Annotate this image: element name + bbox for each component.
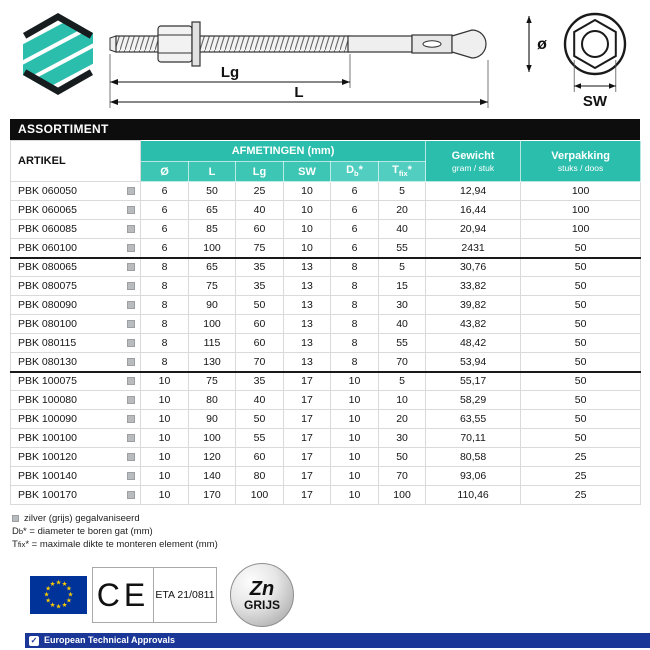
thread-length-cell: 80 (236, 467, 284, 486)
weight-cell: 80,58 (426, 448, 521, 467)
diameter-cell: 8 (141, 334, 189, 353)
afmetingen-header: AFMETINGEN (mm) (141, 141, 426, 162)
fixture-thickness-cell: 20 (379, 201, 426, 220)
length-cell: 90 (189, 410, 236, 429)
diameter-cell: 10 (141, 372, 189, 391)
packaging-cell: 50 (521, 334, 641, 353)
weight-cell: 16,44 (426, 201, 521, 220)
weight-cell: 2431 (426, 239, 521, 258)
wrench-size-cell: 13 (284, 315, 331, 334)
diameter-cell: 10 (141, 391, 189, 410)
weight-cell: 39,82 (426, 296, 521, 315)
svg-text:★: ★ (49, 601, 56, 609)
drill-diameter-cell: 10 (331, 429, 379, 448)
article-number: PBK 060100 (18, 241, 77, 254)
fixture-thickness-cell: 30 (379, 296, 426, 315)
assortiment-section-bar: ASSORTIMENT (10, 119, 640, 140)
artikel-cell (11, 334, 141, 353)
wrench-size-cell: 13 (284, 353, 331, 372)
drill-diameter-cell: 6 (331, 201, 379, 220)
galvanized-swatch (127, 225, 135, 233)
verpakking-column-header (521, 141, 641, 182)
article-number: PBK 100140 (18, 470, 77, 482)
table-row (11, 258, 641, 277)
gewicht-column-header (426, 141, 521, 182)
article-number: PBK 080065 (18, 261, 77, 274)
drill-diameter-cell: 10 (331, 448, 379, 467)
length-cell: 80 (189, 391, 236, 410)
footer-label: European Technical Approvals (44, 635, 176, 645)
table-row (11, 296, 641, 315)
svg-text:★: ★ (45, 585, 52, 593)
drill-diameter-cell: 8 (331, 258, 379, 277)
diameter-cell: 6 (141, 239, 189, 258)
table-body (11, 182, 641, 505)
thread-length-cell: 60 (236, 448, 284, 467)
length-cell: 100 (189, 315, 236, 334)
hex-nut (158, 26, 192, 62)
galvanized-swatch (127, 434, 135, 442)
fixture-thickness-cell: 70 (379, 353, 426, 372)
wrench-size-cell: 10 (284, 182, 331, 201)
length-cell: 65 (189, 201, 236, 220)
fixture-thickness-cell: 20 (379, 410, 426, 429)
length-cell: 100 (189, 429, 236, 448)
galvanized-swatch (127, 282, 135, 290)
svg-text:★: ★ (65, 597, 72, 605)
wrench-size-cell: 10 (284, 239, 331, 258)
svg-text:★: ★ (61, 581, 68, 589)
packaging-cell: 50 (521, 372, 641, 391)
weight-cell: 20,94 (426, 220, 521, 239)
table-row (11, 448, 641, 467)
svg-text:★: ★ (67, 591, 74, 599)
drill-diameter-cell: 8 (331, 296, 379, 315)
weight-cell: 55,17 (426, 372, 521, 391)
galvanized-swatch (127, 472, 135, 480)
weight-cell: 63,55 (426, 410, 521, 429)
artikel-cell (11, 182, 141, 201)
fixture-thickness-cell: 5 (379, 372, 426, 391)
thread-length-cell: 40 (236, 201, 284, 220)
artikel-cell (11, 296, 141, 315)
length-cell: 85 (189, 220, 236, 239)
lg-dimension-label: Lg (220, 64, 240, 81)
weight-cell: 12,94 (426, 182, 521, 201)
diameter-cell: 6 (141, 182, 189, 201)
packaging-cell: 50 (521, 258, 641, 277)
footnote-db: D b * = diameter te boren gat (mm) (12, 526, 153, 537)
length-cell: 120 (189, 448, 236, 467)
fixture-thickness-cell: 40 (379, 220, 426, 239)
col-header-db: $D_b*$ (331, 162, 379, 182)
wrench-size-cell: 10 (284, 220, 331, 239)
col-header-diameter: Ø (141, 162, 189, 182)
thread-length-cell: 70 (236, 353, 284, 372)
svg-text:★: ★ (45, 597, 52, 605)
length-cell: 50 (189, 182, 236, 201)
artikel-cell (11, 372, 141, 391)
wrench-size-cell: 13 (284, 277, 331, 296)
artikel-cell (11, 410, 141, 429)
galvanized-swatch (127, 263, 135, 271)
drill-diameter-cell: 10 (331, 486, 379, 505)
gewicht-label: Gewicht (451, 149, 495, 162)
length-cell: 90 (189, 296, 236, 315)
zn-grijs-label: GRIJS (243, 597, 280, 612)
artikel-cell (11, 239, 141, 258)
packaging-cell: 50 (521, 429, 641, 448)
diameter-cell: 8 (141, 296, 189, 315)
article-number: PBK 080075 (18, 280, 77, 292)
artikel-cell (11, 429, 141, 448)
length-cell: 130 (189, 353, 236, 372)
artikel-cell (11, 201, 141, 220)
col-header-l: L (189, 162, 236, 182)
wrench-size-cell: 17 (284, 391, 331, 410)
svg-text:★: ★ (55, 579, 62, 587)
checkmark-icon: ✓ (30, 635, 38, 645)
footer-bar (25, 633, 650, 648)
weight-cell: 110,46 (426, 486, 521, 505)
article-number: PBK 080115 (18, 337, 77, 349)
galvanized-swatch (127, 301, 135, 309)
wrench-size-cell: 13 (284, 334, 331, 353)
table-row (11, 239, 641, 258)
diameter-cell: 10 (141, 486, 189, 505)
galvanized-swatch (127, 377, 135, 385)
packaging-cell: 25 (521, 448, 641, 467)
drill-diameter-cell: 8 (331, 353, 379, 372)
drill-diameter-cell: 6 (331, 182, 379, 201)
diameter-cell: 10 (141, 429, 189, 448)
shaft-section (348, 36, 412, 52)
weight-cell: 48,42 (426, 334, 521, 353)
svg-text:★: ★ (65, 585, 72, 593)
wrench-size-cell: 17 (284, 410, 331, 429)
footnote-tfix: T fix * = maximale dikte te monteren element (mm) (12, 539, 218, 550)
wrench-size-cell: 17 (284, 486, 331, 505)
packaging-cell: 100 (521, 182, 641, 201)
table-header (11, 141, 641, 182)
drill-diameter-cell: 8 (331, 334, 379, 353)
l-dimension-label: L (294, 84, 304, 101)
bolt-circle (582, 31, 608, 57)
thread-length-cell: 35 (236, 277, 284, 296)
length-cell: 170 (189, 486, 236, 505)
anchor-end-view (515, 2, 645, 116)
verpakking-label: Verpakking (551, 149, 610, 162)
diameter-cell: 8 (141, 315, 189, 334)
article-number: PBK 080100 (18, 318, 77, 330)
artikel-cell (11, 277, 141, 296)
length-cell: 75 (189, 372, 236, 391)
drill-diameter-cell: 8 (331, 315, 379, 334)
thread-length-cell: 50 (236, 410, 284, 429)
fixture-thickness-cell: 55 (379, 334, 426, 353)
washer (192, 22, 200, 66)
verpakking-unit-label: stuks / doos (557, 162, 604, 173)
diameter-cell: 8 (141, 258, 189, 277)
article-number: PBK 100100 (18, 432, 77, 444)
thread-length-cell: 35 (236, 258, 284, 277)
assortment-table-wrap (10, 140, 640, 505)
galvanized-swatch (127, 320, 135, 328)
length-cell: 75 (189, 277, 236, 296)
wrench-size-cell: 13 (284, 296, 331, 315)
packaging-cell: 50 (521, 277, 641, 296)
wrench-size-cell: 17 (284, 448, 331, 467)
table-row (11, 486, 641, 505)
artikel-cell (11, 486, 141, 505)
packaging-cell: 50 (521, 239, 641, 258)
artikel-cell (11, 391, 141, 410)
eu-flag-icon (30, 576, 87, 614)
galvanized-swatch (127, 453, 135, 461)
left-chamfer (110, 36, 116, 52)
col-header-sw: SW (284, 162, 331, 182)
article-number: PBK 100090 (18, 413, 77, 425)
gewicht-unit-label: gram / stuk (452, 162, 495, 173)
weight-cell: 58,29 (426, 391, 521, 410)
artikel-cell (11, 467, 141, 486)
thread-length-cell: 75 (236, 239, 284, 258)
diameter-symbol-label: ø (537, 36, 547, 53)
fixture-thickness-cell: 30 (379, 429, 426, 448)
weight-cell: 33,82 (426, 277, 521, 296)
thread-length-cell: 35 (236, 372, 284, 391)
galvanized-swatch (127, 244, 135, 252)
thread-length-cell: 25 (236, 182, 284, 201)
length-cell: 140 (189, 467, 236, 486)
thread-section (116, 36, 350, 52)
diameter-cell: 10 (141, 448, 189, 467)
thread-length-cell: 50 (236, 296, 284, 315)
fixture-thickness-cell: 15 (379, 277, 426, 296)
table-row (11, 429, 641, 448)
packaging-cell: 25 (521, 467, 641, 486)
brand-logo (12, 8, 104, 100)
diameter-cell: 8 (141, 353, 189, 372)
clip-slot (423, 41, 441, 47)
artikel-cell (11, 353, 141, 372)
thread-length-cell: 55 (236, 429, 284, 448)
thread-length-cell: 60 (236, 334, 284, 353)
footnotes (12, 512, 218, 551)
wrench-size-cell: 17 (284, 372, 331, 391)
article-number: PBK 100120 (18, 451, 77, 463)
weight-cell: 70,11 (426, 429, 521, 448)
galvanized-swatch (127, 491, 135, 499)
fixture-thickness-cell: 40 (379, 315, 426, 334)
galvanized-swatch (127, 206, 135, 214)
thread-length-cell: 60 (236, 220, 284, 239)
diameter-cell: 10 (141, 410, 189, 429)
packaging-cell: 100 (521, 220, 641, 239)
zinc-coating-badge (230, 563, 294, 627)
table-row (11, 334, 641, 353)
packaging-cell: 50 (521, 296, 641, 315)
cone-tip (452, 30, 486, 58)
article-number: PBK 100170 (18, 489, 77, 501)
drill-diameter-cell: 10 (331, 467, 379, 486)
diameter-cell: 8 (141, 277, 189, 296)
galvanized-swatch-legend (12, 515, 19, 522)
col-header-lg: Lg (236, 162, 284, 182)
packaging-cell: 100 (521, 201, 641, 220)
artikel-cell (11, 448, 141, 467)
zn-label: Zn (249, 577, 275, 600)
weight-cell: 43,82 (426, 315, 521, 334)
diameter-cell: 6 (141, 201, 189, 220)
packaging-cell: 50 (521, 315, 641, 334)
table-row (11, 315, 641, 334)
fixture-thickness-cell: 55 (379, 239, 426, 258)
table-row (11, 277, 641, 296)
article-number: PBK 060085 (18, 223, 77, 235)
weight-cell: 53,94 (426, 353, 521, 372)
svg-text:★: ★ (55, 603, 62, 611)
eta-approval-badge: ETA 21/0811 (153, 567, 217, 623)
drill-diameter-cell: 6 (331, 220, 379, 239)
svg-text:★: ★ (49, 581, 56, 589)
table-row (11, 220, 641, 239)
length-cell: 115 (189, 334, 236, 353)
table-row (11, 391, 641, 410)
wrench-size-cell: 13 (284, 258, 331, 277)
packaging-cell: 50 (521, 410, 641, 429)
galvanized-swatch (127, 187, 135, 195)
drill-diameter-cell: 10 (331, 410, 379, 429)
weight-cell: 93,06 (426, 467, 521, 486)
fixture-thickness-cell: 70 (379, 467, 426, 486)
table-row (11, 353, 641, 372)
artikel-cell (11, 220, 141, 239)
article-number: PBK 100075 (18, 375, 77, 388)
fixture-thickness-cell: 5 (379, 258, 426, 277)
galvanized-swatch (127, 396, 135, 404)
article-number: PBK 080130 (18, 355, 77, 368)
anchor-technical-drawing (100, 2, 520, 116)
footnote-galvanized: zilver (grijs) gegalvaniseerd (12, 512, 218, 525)
thread-length-cell: 100 (236, 486, 284, 505)
fixture-thickness-cell: 10 (379, 391, 426, 410)
thread-length-cell: 60 (236, 315, 284, 334)
packaging-cell: 50 (521, 391, 641, 410)
diameter-cell: 10 (141, 467, 189, 486)
fixture-thickness-cell: 100 (379, 486, 426, 505)
assortment-table (10, 140, 641, 505)
wrench-size-cell: 10 (284, 201, 331, 220)
col-header-tfix: $T_{fix}*$ (379, 162, 426, 182)
svg-text:★: ★ (43, 591, 50, 599)
table-row (11, 372, 641, 391)
certification-badges (0, 560, 650, 630)
drill-diameter-cell: 10 (331, 391, 379, 410)
article-number: PBK 060065 (18, 204, 77, 216)
wrench-size-cell: 17 (284, 429, 331, 448)
drill-diameter-cell: 8 (331, 277, 379, 296)
diameter-cell: 6 (141, 220, 189, 239)
galvanized-swatch (127, 415, 135, 423)
packaging-cell: 25 (521, 486, 641, 505)
fixture-thickness-cell: 50 (379, 448, 426, 467)
table-row (11, 182, 641, 201)
drill-diameter-cell: 10 (331, 372, 379, 391)
svg-text:★: ★ (61, 601, 68, 609)
article-number: PBK 080090 (18, 299, 77, 311)
artikel-cell (11, 315, 141, 334)
drill-diameter-cell: 6 (331, 239, 379, 258)
thread-length-cell: 40 (236, 391, 284, 410)
table-row (11, 410, 641, 429)
galvanized-swatch (127, 358, 135, 366)
sw-dimension-label: SW (582, 93, 608, 110)
table-row (11, 467, 641, 486)
galvanized-swatch (127, 339, 135, 347)
packaging-cell: 50 (521, 353, 641, 372)
wrench-size-cell: 17 (284, 467, 331, 486)
ce-mark-badge: CE (92, 567, 154, 623)
article-number: PBK 060050 (18, 185, 77, 197)
artikel-cell (11, 258, 141, 277)
fixture-thickness-cell: 5 (379, 182, 426, 201)
length-cell: 100 (189, 239, 236, 258)
table-row (11, 201, 641, 220)
length-cell: 65 (189, 258, 236, 277)
weight-cell: 30,76 (426, 258, 521, 277)
article-number: PBK 100080 (18, 394, 77, 406)
artikel-column-header: ARTIKEL (11, 141, 141, 182)
